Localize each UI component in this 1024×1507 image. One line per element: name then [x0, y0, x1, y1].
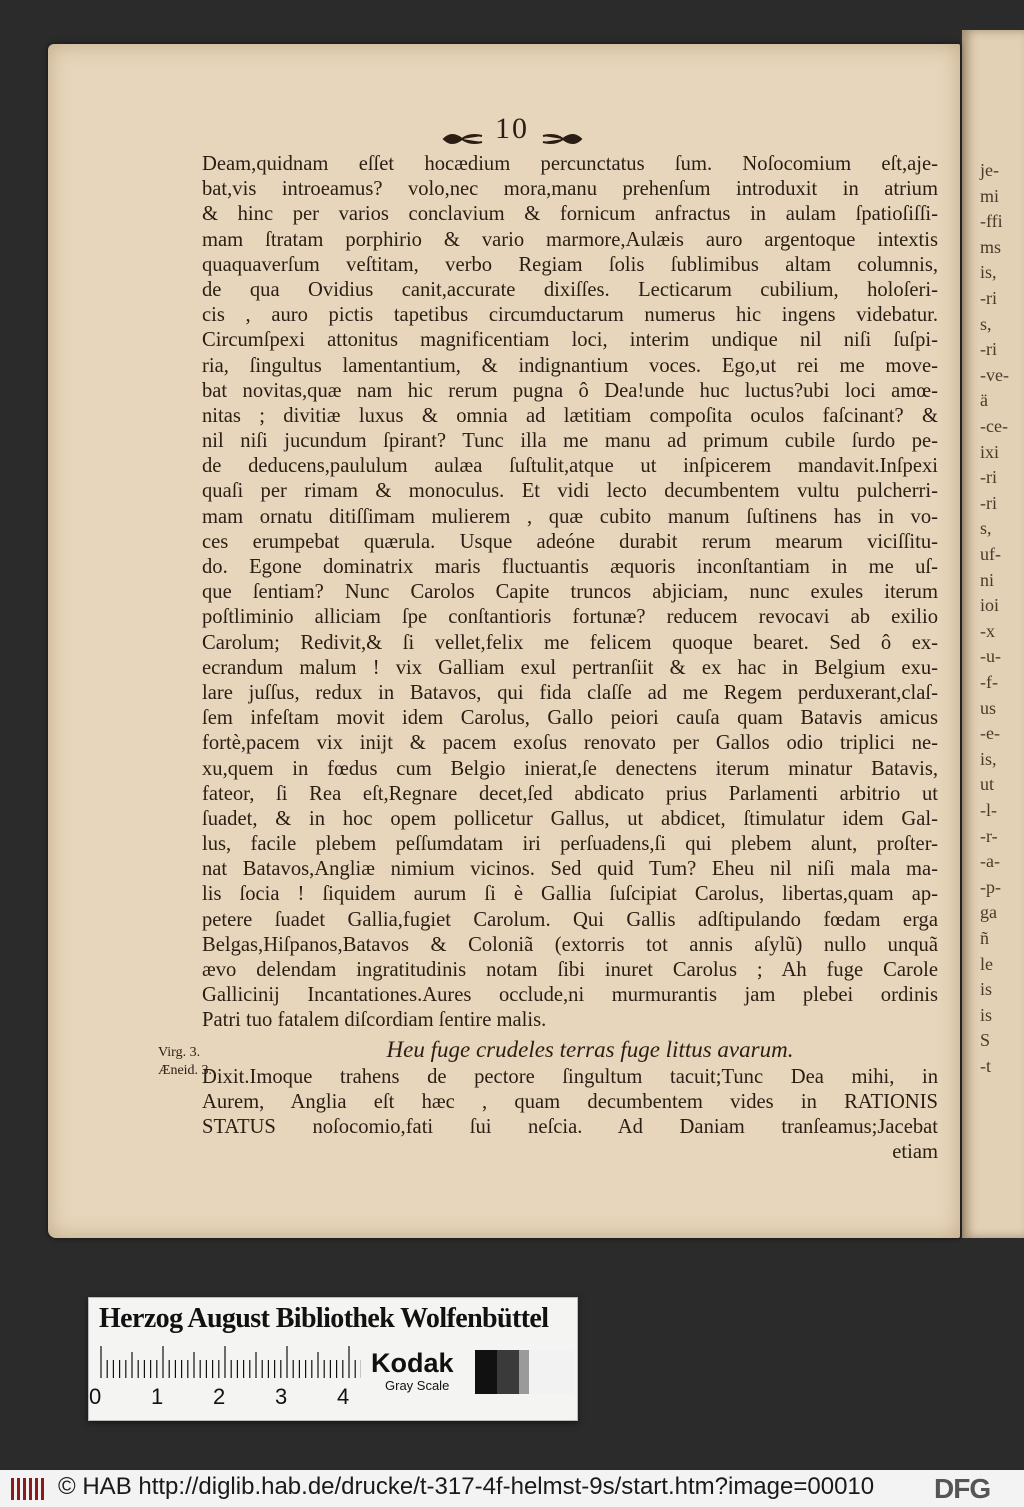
- text-line: que ſentiam? Nunc Carolos Capite truncos abjiciam, nunc exules iterum: [202, 581, 938, 604]
- color-reference-card: [88, 1297, 578, 1421]
- ornament-right-icon: [539, 122, 583, 140]
- kodak-brand: Kodak: [371, 1348, 454, 1378]
- text-line: nil niſi jucundum ſpirant? Tunc illa me manu ad primum cubile ſurdo pe-: [202, 430, 938, 453]
- text-line: & hinc per varios conclavium & fornicum anfractus in aulam ſpatioſiſſi-: [202, 203, 938, 226]
- text-line: ævo delendam ingratitudinis notam ſibi inuret Carolus ; Ah fuge Carole: [202, 959, 938, 981]
- next-page-fragment: us: [980, 697, 997, 718]
- next-page-fragment: ixi: [980, 441, 1000, 462]
- next-page-fragment: ni: [980, 569, 995, 590]
- text-line: quaquaverſum veſtitam, verbo Regiam ſolis ſublimibus altam columnis,: [202, 253, 938, 276]
- gray-swatch: [497, 1350, 519, 1394]
- text-line: xu,quem in fœdus cum Belgio inierat,ſe denectens iterum minatur Batavis,: [202, 757, 938, 780]
- text-line: petere ſuadet Gallia,fugiet Carolum. Qui Gallis adſtipulando fœdam erga: [202, 908, 938, 931]
- ruler-number: 4: [337, 1384, 350, 1409]
- next-page-fragment: -ffi: [980, 211, 1003, 232]
- ornament-left-icon: [442, 122, 486, 140]
- next-page-fragment: ioi: [980, 595, 1000, 616]
- next-page-fragment: le: [980, 953, 993, 974]
- next-page-fragment: ga: [980, 902, 997, 923]
- catchword: etiam: [892, 1141, 938, 1164]
- dfg-logo: DFG: [934, 1473, 991, 1504]
- next-page-fragment: -x: [980, 620, 995, 641]
- verse-quote: Heu fuge crudeles terras fuge littus avarum.: [386, 1036, 794, 1062]
- next-page-fragment: -a-: [980, 851, 1000, 872]
- marginal-note-line: Virg. 3.: [158, 1045, 201, 1060]
- next-page-fragment: s,: [980, 518, 992, 539]
- page-number: 10: [495, 112, 529, 145]
- next-page-fragment: -ve-: [980, 364, 1009, 385]
- text-line: bat novitas,quæ nam hic rerum pugna ô Dea!unde huc luctus?ubi loci amœ-: [202, 379, 938, 402]
- next-page-fragment: -p-: [980, 876, 1001, 897]
- text-line: ecrandum malum ! vix Galliam exul pertranſiit & ex hac in Belgium exu-: [202, 656, 938, 679]
- next-page-fragment: -ri: [980, 339, 997, 360]
- body-text: [202, 152, 938, 1165]
- ruler-number: 3: [275, 1384, 288, 1409]
- next-page-fragment: is: [980, 979, 993, 1000]
- next-page-fragment: -e-: [980, 723, 1000, 744]
- ruler-scale: [99, 1346, 361, 1378]
- text-line: ces erumpebat quærula. Usque adeóne durabit rerum mearum viciſſitu-: [202, 530, 938, 553]
- footer-url[interactable]: © HAB http://diglib.hab.de/drucke/t-317-4f-helmst-9s/start.htm?image=00010: [58, 1473, 875, 1500]
- gray-swatch: [529, 1350, 575, 1394]
- next-page-fragment: -ri: [980, 288, 997, 308]
- text-line: fortè,pacem vix inijt & pacem exoſus renovato per Gallos odio triplici ne-: [202, 732, 938, 755]
- text-line: Patri tuo fatalem diſcordiam ſentire malis.: [202, 1009, 547, 1032]
- text-line: ria, ſingultus lamentantium, & indignantium voces. Ego,ut rei me move-: [202, 354, 938, 377]
- text-line: nitas ; divitiæ luxus & omnia ad lætitiam compoſita oculos faſcinant? &: [202, 404, 938, 427]
- text-line: Gallicinij Incantationes.Aures occlude,ni murmurantis jam plebei ordinis: [202, 984, 938, 1007]
- next-page-fragment: -t: [980, 1056, 991, 1076]
- next-page-fragment: -ri: [980, 467, 997, 488]
- next-page-fragment: -u-: [980, 646, 1001, 667]
- kodak-subtitle: Gray Scale: [385, 1378, 450, 1393]
- next-page-fragment: -ri: [980, 492, 997, 513]
- text-line: Belgas,Hiſpanos,Batavos & Coloniã (extorris tot annis aſylũ) nullo unquã: [202, 933, 938, 956]
- next-page-fragment: ut: [980, 774, 995, 795]
- ruler-number: 1: [151, 1384, 164, 1409]
- next-page-fragment: -f-: [980, 672, 998, 692]
- text-line: lare juſſus, redux in Batavos, qui fida claſſe ad me Regem perduxerant,claſ-: [202, 681, 938, 704]
- text-line: Aurem, Anglia eſt hæc , quam decumbentem vides in RATIONIS: [202, 1090, 938, 1113]
- next-page-fragment: ñ: [980, 928, 989, 948]
- next-page-fragment: -ce-: [980, 416, 1008, 436]
- next-page-fragment: -l-: [980, 800, 997, 820]
- text-line: cis , auro pictis tapetibus circumductarum numerus hic ingens videbatur.: [202, 304, 938, 327]
- text-line: mam ſtratam porphirio & vario marmore,Aulæis auro argentoque intextis: [202, 228, 938, 251]
- footer-bar: [0, 1470, 1024, 1507]
- next-page-fragment: s,: [980, 313, 992, 334]
- next-page-fragment: ms: [980, 236, 1002, 257]
- text-line: ſem infeſtam movit idem Carolus, Gallo peiori cauſa quam Batavis amicus: [202, 707, 938, 730]
- text-line: fateor, ſi Rea eſt,Regnare decet,ſed abdicato prius Parlamenti arbitrio ut: [202, 782, 938, 805]
- marginal-note: [158, 1044, 212, 1080]
- text-line: bat,vis introeamus? volo,nec mora,manu prehenſum introduxit in atrium: [202, 178, 938, 201]
- text-line: nat Batavos,Angliæ nimium vicinos. Sed quid Tum? Eheu nil niſi mala ma-: [202, 858, 938, 881]
- text-line: de qua Ovidius canit,accurate dixiſſes. Lecticarum cubilium, holoſeri-: [202, 278, 938, 301]
- next-page-fragment: ä: [980, 390, 988, 411]
- text-line: lis ſocia ! ſiquidem aurum ſi è Gallia ſuſcipiat Carolus, libertas,quam ap-: [202, 883, 938, 906]
- marginal-note-line: Æneid. 3.: [158, 1063, 213, 1078]
- next-page-fragment: is: [980, 1004, 993, 1025]
- text-line: mam ornatu ditiſſimam mulierem , quæ cubito manum ſuſtinens has in vo-: [202, 505, 938, 528]
- text-line: quaſi per rimam & monoculus. Et vidi lecto decumbentem vultu pulcherri-: [202, 480, 938, 503]
- library-name: Herzog August Bibliothek Wolfenbüttel: [99, 1303, 549, 1334]
- next-page-fragment: -r-: [980, 825, 998, 846]
- text-line: ſuadet, & in hoc opem pollicetur Gallus, ut abdicet, ſtimulatur idem Gal-: [202, 807, 938, 830]
- ruler-number: 0: [89, 1384, 102, 1409]
- gray-swatch: [519, 1350, 529, 1394]
- text-line: Circumſpexi attonitus magnificentiam loci, interim undique nil niſi ſuſpi-: [202, 329, 938, 352]
- page-header: [0, 112, 1024, 146]
- text-lines: [202, 152, 938, 1034]
- next-page-fragment: S: [980, 1030, 991, 1051]
- next-page-fragment: mi: [980, 185, 1000, 206]
- text-line: STATUS noſocomio,fati ſui neſcia. Ad Daniam tranſeamus;Jacebat: [202, 1115, 938, 1138]
- text-line: Dixit.Imoque trahens de pectore ſingultum tacuit;Tunc Dea mihi, in: [202, 1065, 938, 1088]
- text-line: Deam,quidnam eſſet hocædium percunctatus ſum. Noſocomium eſt,aje-: [202, 153, 938, 175]
- hab-logo-icon: [10, 1476, 48, 1502]
- text-line: Carolum; Redivit,& ſi vellet,felix me felicem quoque bearet. Sed ô ex-: [202, 631, 938, 654]
- text-line: lus, facile plebem peſſumdatam iri perſuadens,ſi qui plebem alunt, proſter-: [202, 833, 938, 856]
- adjacent-page-edge: [962, 30, 1024, 1238]
- next-page-fragment: je-: [980, 160, 999, 180]
- gray-swatch: [475, 1350, 497, 1394]
- text-lines-after-verse: [202, 1065, 938, 1141]
- next-page-fragment: uf-: [980, 544, 1001, 564]
- next-page-fragment: is,: [980, 262, 997, 283]
- text-line: de deducens,paululum aulæa ſuſtulit,atque ut inſpicerem mandavit.Inſpexi: [202, 455, 938, 478]
- text-line: poſtliminio alliciam ſpe conſtantioris fortunæ? reducem revocavi ab exilio: [202, 606, 938, 629]
- next-page-fragment: is,: [980, 748, 997, 769]
- ruler-number: 2: [213, 1384, 226, 1409]
- text-line: do. Egone dominatrix maris fluctuantis æquoris inconſtantiam in me uſ-: [202, 556, 938, 578]
